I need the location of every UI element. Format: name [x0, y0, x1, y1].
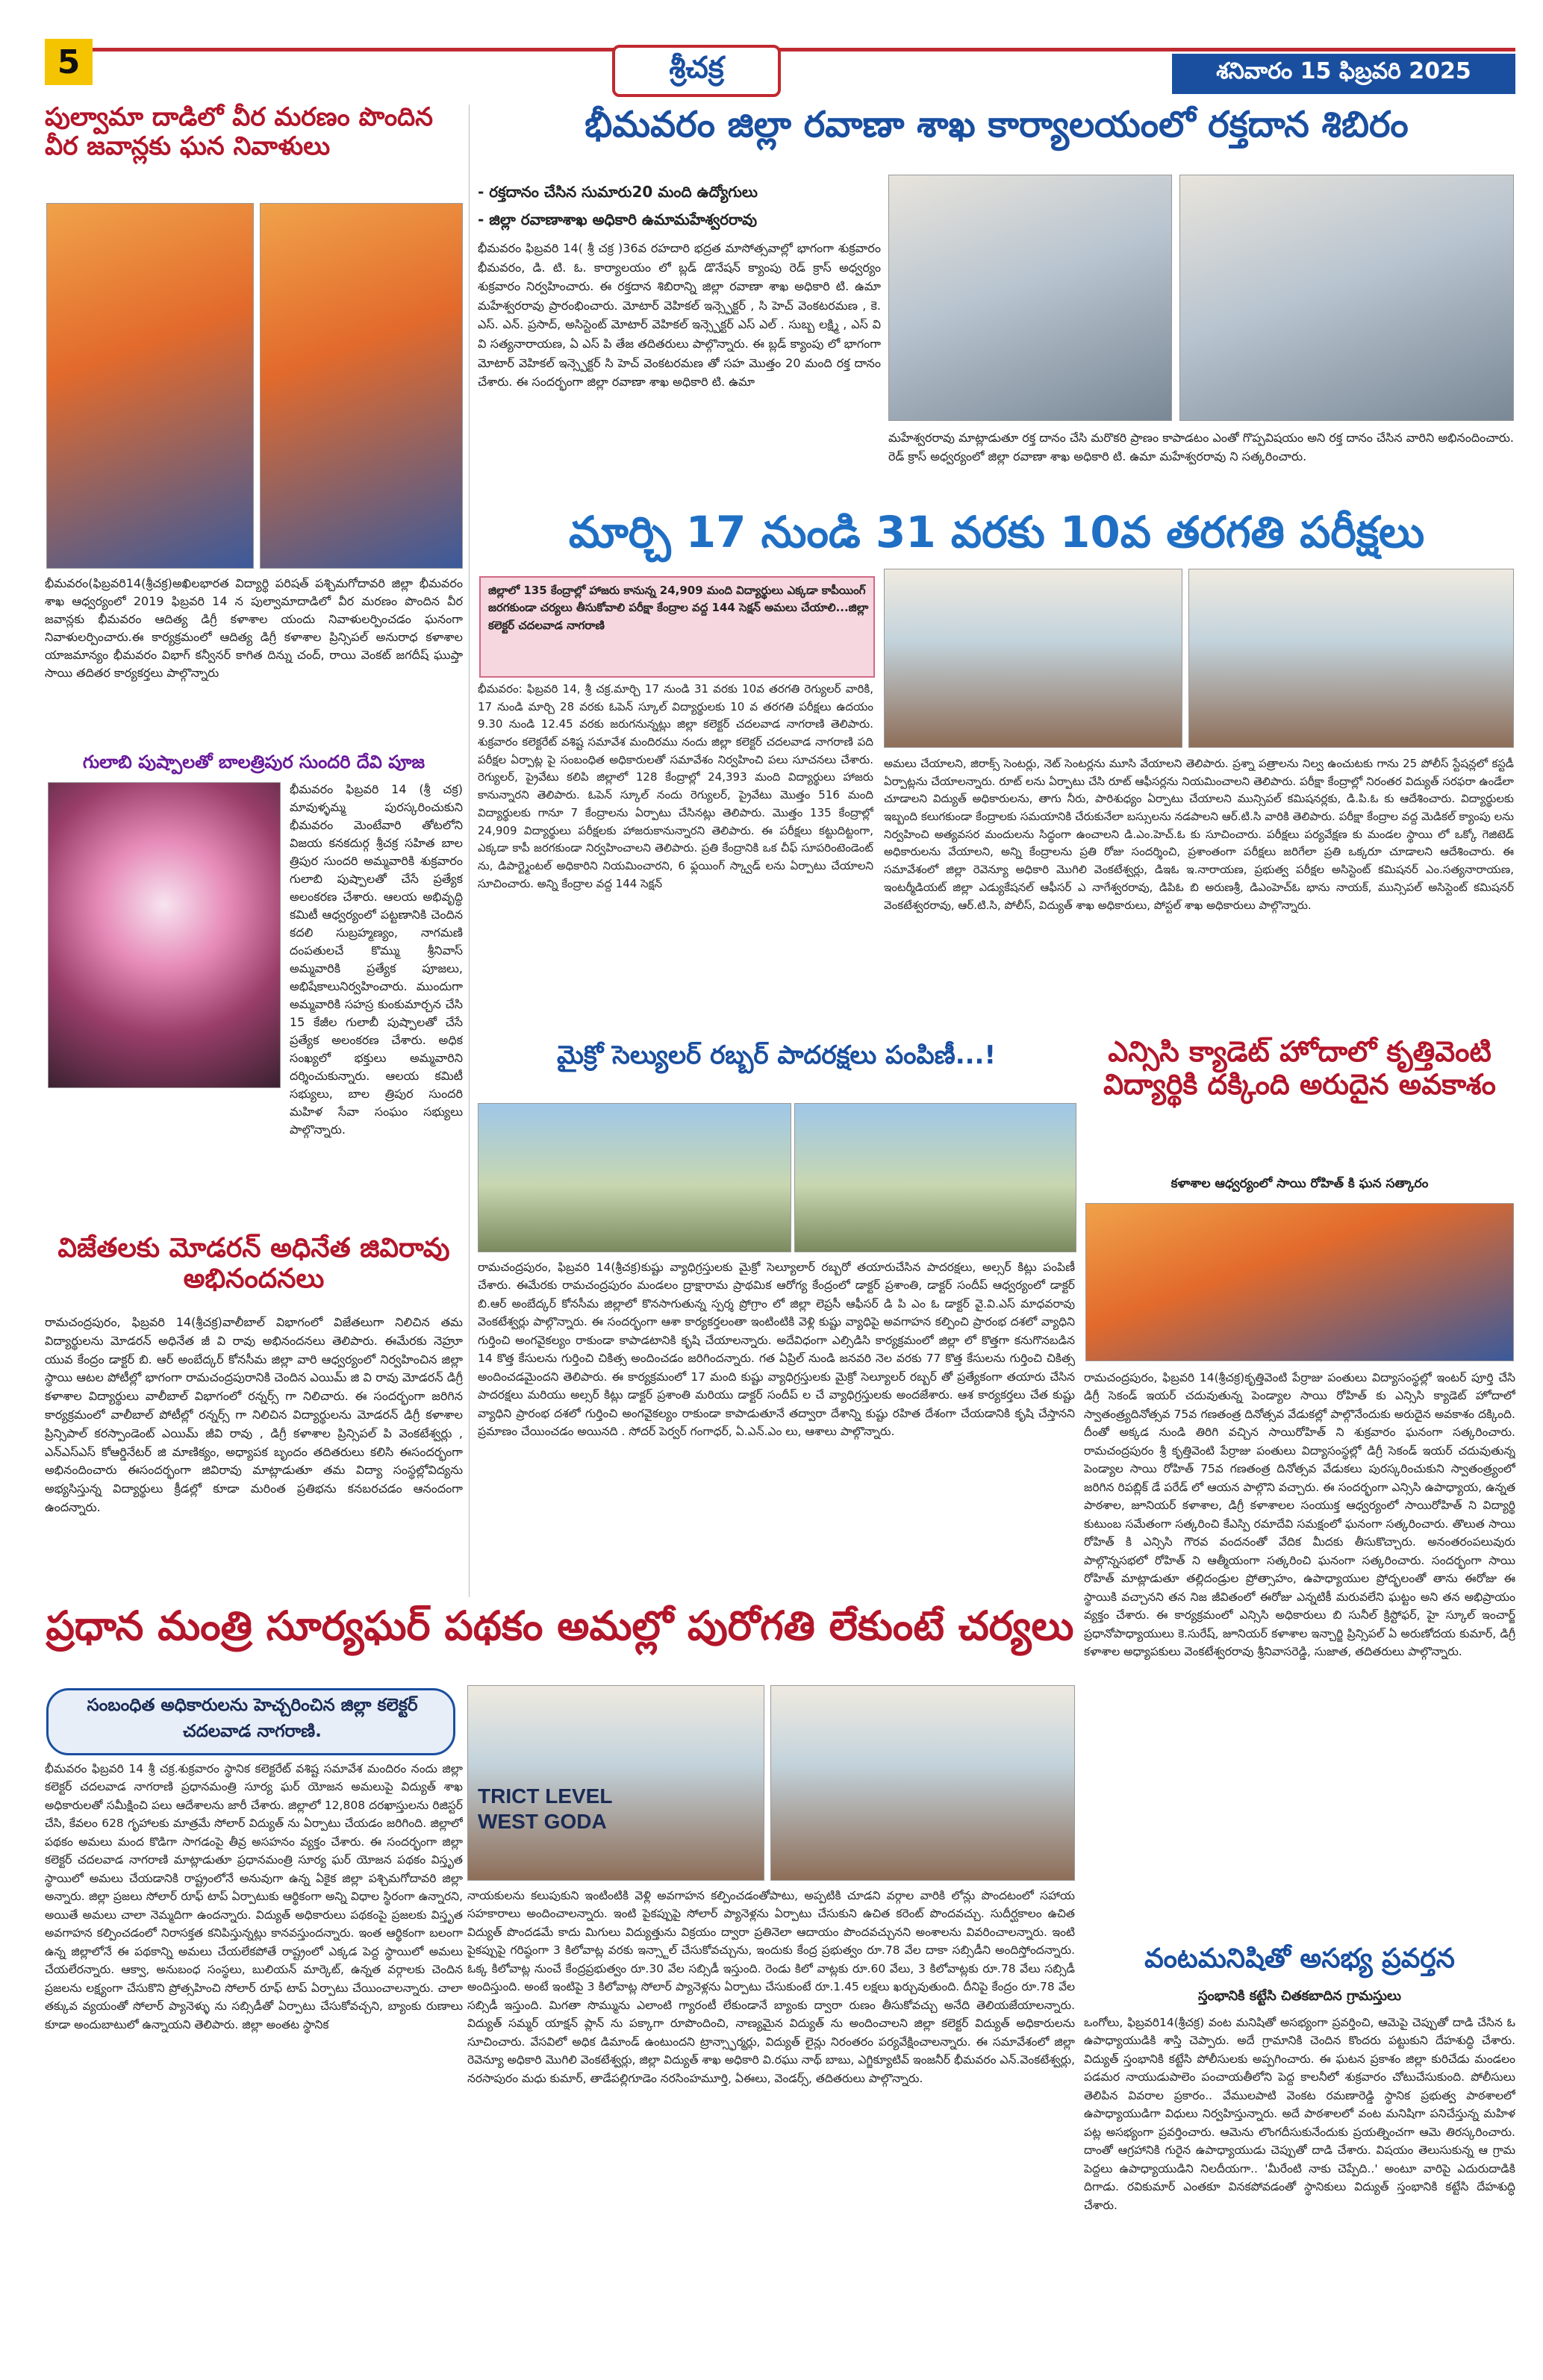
pulwama-photo-1 [46, 203, 254, 569]
exams-photo-1 [884, 569, 1182, 748]
rubber-body: రామచంద్రపురం, ఫిబ్రవరి 14(శ్రీచక్ర)కుష్టు వ్యాధిగ్రస్తులకు మైక్రో సెల్యూలార్ రబ్బరో తయారుచేసిన పాదరక్షలు, అల్సర్ కిట్లు పంపిణీ చేశారు. ఈమేరకు రామచంద్రపురం మండలం ద్రాక్షారామ ప్రాథమిక ఆరోగ్య కేంద్రంలో డాక్టర్ ప్రశాంతి, డాక్టర్ సందీప్ ఆధ్వర్యంలో డాక్టర్ బి.ఆర్ అంబేద్కర్ కోనసీమ జిల్లాలో కొనసాగుతున్న స్పర్శ ప్రోగ్రాం లో జిల్లా లెప్రసీ ఆఫీసర్ డి పి ఎం ఓ డాక్టర్ వై.వి.ఎస్ మాధవరావు వెంకటేశ్వర్లు పాల్గొన్నారు. ఈ సందర్భంగా ఆశా కార్యకర్తలంతా ఇంటింటికి వెళ్లి కుష్టు వ్యాధిపై అవగాహన కల్పించి ప్రారంభ దశలో వ్యాధిని గుర్తించి అంగవైకల్యం రాకుండా కాపాడటానికి కృషి చేయాలన్నారు. అదేవిధంగా ఎల్సిడిసి కార్యక్రమంలో జిల్లా లో కొత్తగా కనుగొనబడిన 14 కొత్త కేసులను గుర్తించి చికిత్స అందించడం జరిగిందన్నారు. గత ఏప్రిల్ నుండి జనవరి నెల వరకు 77 కొత్త కేసులను గుర్తించి చికిత్స అందించడమైందని తెలిపారు. ఈ కార్యక్రమంలో 17 మంది కుష్టు వ్యాధిగ్రస్తులకు మైక్రో సెల్యూలర్ రబ్బర్ తో ప్రత్యేకంగా తయారు చేసిన పాదరక్షలు మరియు అల్సర్ కిట్లు డాక్టర్ ప్రశాంతి మరియు డాక్టర్ సందీప్ ల చే వ్యాధిగ్రస్తులకు అందజేశారు. ఆశ కార్యకర్తలు చేత కుష్టు వ్యాధిని ప్రారంభ దశలో గుర్తించి అంగవైకల్యం రాకుండా కాపాడుతూనే తద్వారా దేశాన్ని కుష్టు రహిత దేశంగా చేయడానికి కృషి చేస్తానని ప్రమాణం చేయించడం అయినది . సోదర్ పెర్వర్ గంగాధర్, ఏ.ఎన్.ఎం లు, ఆశాలు పాల్గొన్నారు. [478, 1261, 1075, 1439]
exams-body-2: అమలు చేయాలని, జిరాక్స్ సెంటర్లు, నెట్ సెంటర్లను మూసి వేయాలని తెలిపారు. ప్రశ్నా పత్రాలను నిల్వ ఉంచుటకు గాను 25 పోలీస్ స్టేషన్లలో కస్టడీ ఏర్పాట్లను చేయాలన్నారు. రూట్ లను ఏర్పాటు చేసి రూట్ ఆఫీసర్లను నియమించాలని తెలిపారు. పరీక్షా కేంద్రాల్లో నిరంతర విద్యుత్ సరఫరా ఉండేలా చూడాలని విద్యుత్ అధికారులను, తాగు నీరు, పారిశుధ్యం ఏర్పాటు చేయాలని మున్సిపల్ కమిషనర్లకు, డి.పి.ఓ కు ఆదేశించారు. విద్యార్థులకు ఇబ్బంది కలుగకుండా కేంద్రాలకు సమయానికి చేరుకునేలా బస్సులను నడపాలని ఆర్.టి.సి వారికి తెలిపారు. పరీక్షా కేంద్రాల వద్ద మెడికల్ క్యాంపు లను నిర్వహించి అత్యవసర మందులను సిద్ధంగా ఉంచాలని డి.ఎం.హెచ్.ఓ కు సూచించారు. పరీక్షలు పర్యవేక్షణ కు మండల స్థాయి లో ఒక్కో గెజిటెడ్ అధికారులను వేయాలని, అన్ని కేంద్రాలను ప్రతి రోజు సందర్శించి, ప్రశాంతంగా పరీక్షలు జరిగేలా ప్రతి ఒక్కరూ చూడాలని ఆదేశించారు. ఈ సమావేశంలో జిల్లా రెవెన్యూ అధికారి మొగిలి వెంకటేశ్వర్లు, డిఇఓ ఇ.నారాయణ, ప్రభుత్వ పరీక్షల అసిస్టెంట్ కమిషనర్ ఎం.సత్యనారాయణ, ఇంటర్మీడియట్ జిల్లా ఎడ్యుకేషనల్ ఆఫీసర్ ఎ నాగేశ్వరరావు, డిపిఓ బి అరుణశ్రీ, డిఎంహెచ్ఓ భాను నాయక్, మున్సిపల్ అసిస్టెంట్ కమిషనర్ వెంకటేశ్వరరావు, ఆర్.టి.సి, పోలీస్, విద్యుత్ శాఖ అధికారులు, పోస్టల్ శాఖ అధికారులు పాల్గొన్నారు. [884, 757, 1514, 912]
rubber-headline: మైక్రో సెల్యులర్ రబ్బర్ పాదరక్షలు పంపిణీ...! [557, 1040, 996, 1070]
dateline: శనివారం 15 ఫిబ్రవరి 2025 [1172, 54, 1515, 94]
vantamanishi-subtitle: స్తంభానికి కట్టేసి చితకబాదిన గ్రామస్తులు [1197, 1988, 1401, 2004]
exams-body-1: భీమవరం: ఫిబ్రవరి 14, శ్రీ చక్ర.మార్చి 17 నుండి 31 వరకు 10వ తరగతి రెగ్యులర్ వారికి, 17 నుండి మార్చి 28 వరకు ఓపెన్ స్కూల్ విద్యార్థులకు 10 వ తరగతి పరీక్షలు ఉదయం 9.30 నుండి 12.45 వరకు జరుగనున్నట్లు జిల్లా కలెక్టర్ చదలవాడ నాగరాణి తెలిపారు. శుక్రవారం కలెక్టరేట్ వశిష్ట సమావేశ మందిరము నందు జిల్లా కలెక్టర్ చదలవాడ నాగరాణి పది పరీక్షల ఏర్పాట్ల పై సంబంధిత అధికారులతో సమావేశం నిర్వహించి పలు సూచనలు చేశారు. రెగ్యులర్, ప్రైవేటు కలిపి జిల్లాలో 128 కేంద్రాల్లో 24,393 మంది విద్యార్థులు హాజరు కానున్నారని తెలిపారు. ఓపెన్ స్కూల్ నందు రెగ్యులర్, ప్రైవేటు మొత్తం 516 మంది విద్యార్థులకు గానూ 7 కేంద్రాలను ఏర్పాటు చేసినట్లు తెలిపారు. మొత్తం 135 కేంద్రాల్లో 24,909 విద్యార్థులు పరీక్షలకు హాజరుకానున్నారని తెలిపారు. ఈ పరీక్షలు కట్టుదిట్టంగా, ఎక్కడా కాపీ జరగకుండా నిర్వహించాలని తెలిపారు. ప్రతి కేంద్రానికి ఒక చీఫ్ సూపరింటెండెంట్ ను, డిపార్ట్మెంటల్ అధికారిని నియమించారని, 6 ఫ్లయింగ్ స్క్వాడ్ లను ఏర్పాటు చేయాలని సూచించారు. అన్ని కేంద్రాల వద్ద 144 సెక్షన్ [478, 682, 873, 890]
suryaghar-photo-2 [770, 1685, 1075, 1881]
raktadanam-body: భీమవరం ఫిబ్రవరి 14( శ్రీ చక్ర )36వ రహదారి భద్రత మాసోత్సవాల్లో భాగంగా శుక్రవారం భీమవరం, డి. టి. ఓ. కార్యాలయం లో బ్లడ్ డొనేషన్ క్యాంపు రెడ్ క్రాస్ అధ్వర్యం శుక్రవారం నిర్వహించారు. ఈ రక్తదాన శిబిరాన్ని జిల్లా రవాణా శాఖ అధికారి టి. ఉమా మహేశ్వరరావు ప్రారంభించారు. మోటార్ వెహికల్ ఇన్స్పెక్టర్ , సి హెచ్ వెంకటరమణ , కె. ఎస్. ఎన్. ప్రసాద్, అసిస్టెంట్ మోటార్ వెహికల్ ఇన్స్పెక్టర్ ఎస్ ఎల్ . సుబ్బ లక్ష్మి , ఎస్ వి వి సత్యనారాయణ, ఏ ఎస్ పి తేజ తదితరులు పాల్గొన్నారు. ఈ బ్లడ్ క్యాంపు లో భాగంగా మోటార్ వెహికల్ ఇన్స్పెక్టర్ సి హెచ్ వెంకటరమణ తో సహ మొత్తం 20 మంది రక్త దానం చేశారు. ఈ సందర్భంగా జిల్లా రవాణా శాఖ అధికారి టి. ఉమా [478, 241, 881, 390]
pulwama-photo-2 [260, 203, 463, 569]
suryaghar-headline: ప్రధాన మంత్రి సూర్యఘర్ పథకం అమల్లో పురోగతి లేకుంటే చర్యలు [46, 1602, 1074, 1649]
suryaghar-subtitle: సంబంధిత అధికారులను హెచ్చరించిన జిల్లా కలెక్టర్ చదలవాడ నాగరాణి. [87, 1696, 418, 1741]
exams-photo-2 [1188, 569, 1514, 748]
ncc-body: రామచంద్రపురం, ఫిబ్రవరి 14(శ్రీచక్ర)కృత్తివెంటి పేర్రాజు పంతులు విద్యాసంస్థల్లో ఇంటర్ పూర్తి చేసి డిగ్రీ సెకండ్ ఇయర్ చదువుతున్న పెండ్యాల సాయి రోహిత్ కు ఎన్సిసి క్యాడెట్ హోదాలో స్వాతంత్ర్యదినోత్సవ 75వ గణతంత్ర దినోత్సవ వేడుకల్లో పాల్గొనేందుకు అరుదైన అవకాశం దక్కింది. దీంతో అక్కడ నుండి తిరిగి వచ్చిన సాయిరోహిత్ ని శుక్రవారం ఘనంగా సత్కరించారు. రామచంద్రపురం శ్రీ కృత్తివెంటి పేర్రాజు పంతులు విద్యాసంస్థల్లో డిగ్రీ సెకండ్ ఇయర్ చదువుతున్న పెండ్యాల సాయి రోహిత్ 75వ గణతంత్ర దినోత్సవ వేడుకలు పురస్కరించుకుని స్వాతంత్ర్యంలో జరిగిన రిపబ్లిక్ డే పరేడ్ లో ఆయన పాల్గొని వచ్చారు. ఈ సందర్భంగా ఎన్సిసి ఉపాధ్యాయ, ఉన్నత పాఠశాల, జూనియర్ కళాశాల, డిగ్రీ కళాశాలల సంయుక్త ఆధ్వర్యంలో సాయిరోహిత్ ని విద్యార్థి కుటుంబ సమేతంగా సత్కరించి కేఎస్పి రమాదేవి సమక్షంలో ఘనంగా సత్కరించారు. తొలుత సాయి రోహిత్ కి ఎన్సిసి గౌరవ వందనంతో వేదిక మీదకు తీసుకొచ్చారు. అనంతరంపలువురు పాల్గొన్నసభలో రోహిత్ ని ఆత్మీయంగా సత్కరించి ఘనంగా సత్కరించారు. సందర్భంగా సాయి రోహిత్ మాట్లాడుతూ తల్లిదండ్రుల ప్రోత్సాహం, ఉపాధ్యాయుల ప్రోద్భలంతో తాను ఈరోజు ఈ స్థాయికి వచ్చానని తన నిజ జీవితంలో ఈరోజు ఎన్నటికీ మరువలేని ఘట్టం అని తన అభిప్రాయం వ్యక్తం చేశారు. ఈ కార్యక్రమంలో ఎన్సిసి అధికారులు బి సునీల్ క్రిస్టోఫర్, హై స్కూల్ ఇంచార్జ్ ప్రధానోపాధ్యాయులు కె.సురేష్, జూనియర్ కళాశాల ఇన్చార్జి ప్రిన్సిపల్ ఏ అరుణోదయ కుమార్, డిగ్రీ కళాశాల అధ్యాపకులు వెంకటేశ్వరరావు శ్రీనివాసరెడ్డి, సుజాత, తదితరులు పాల్గొన్నారు. [1084, 1371, 1515, 1659]
district-level-text: TRICT LEVEL [478, 1784, 613, 1808]
ncc-headline: ఎన్సిసి క్యాడెట్ హోదాలో కృత్తివెంటి విద్యార్థికి దక్కింది అరుదైన అవకాశం [1103, 1035, 1496, 1101]
ncc-photo [1085, 1203, 1514, 1361]
exams-highlight: జిల్లాలో 135 కేంద్రాల్లో హాజరు కానున్న 24,909 మంది విద్యార్థులు ఎక్కడా కాపీయింగ్ జరగకుండా చర్యలు తీసుకోవాలి పరీక్షా కేంద్రాల వద్ద 144 సెక్షన్ అమలు చేయాలి...జిల్లా కలెక్టర్ చదలవాడ నాగరాణి [488, 584, 869, 632]
exams-headline: మార్చి 17 నుండి 31 వరకు 10వ తరగతి పరీక్షలు [568, 507, 1425, 557]
suryaghar-body-1: భీమవరం ఫిబ్రవరి 14 శ్రీ చక్ర.శుక్రవారం స్థానిక కలెక్టరేట్ వశిష్ట సమావేశ మందిరం నందు జిల్లా కలెక్టర్ చదలవాడ నాగరాణి ప్రధానమంత్రి సూర్య ఘర్ యోజన అమలుపై విద్యుత్ శాఖ అధికారులతో సమీక్షించి పలు ఆదేశాలను జారీ చేశారు. జిల్లాలో 12,808 దరఖాస్తులను రిజిస్టర్ చేసి, కేవలం 628 గృహాలకు మాత్రమే సోలార్ విద్యుత్ ను ఏర్పాటు చేయడం జరిగింది. జిల్లాలో పథకం అమలు మంద కొడిగా సాగడంపై తీవ్ర అసహనం వ్యక్తం చేశారు. ఈ సందర్భంగా జిల్లా కలెక్టర్ చదలవాడ నాగరాణి మాట్లాడుతూ ప్రధానమంత్రి సూర్య ఘర్ యోజన పథకం విస్తృత స్థాయిలో అమలు చేయడానికి రాష్ట్రంలోనే అనువుగా ఉన్న ఏకైక జిల్లా పశ్చిమగోదావరి జిల్లా అన్నారు. జిల్లా ప్రజలు సోలార్ రూఫ్ టాప్ ఏర్పాటుకు ఆర్థికంగా అన్ని విధాల స్థిరంగా ఉన్నారని, అయితే అమలు చాలా నెమ్మదిగా ఉందన్నారు. విద్యుత్ అధికారులు పథకంపై ప్రజలకు విస్తృత అవగాహన కల్పించడంలో నిరాసక్తత కనిపిస్తున్నట్లు కానవస్తుందన్నారు. ఇంత ఆర్థికంగా బలంగా ఉన్న జిల్లాలోనే ఈ పథకాన్ని అమలు చేయలేకపోతే రాష్ట్రంలో ఎక్కడ పెద్ద స్థాయిలో అమలు చేయలేరన్నారు. ఆక్వా, అనుబంధ సంస్థలు, బులియన్ మార్కెట్, ఉన్నత వర్గాలకు చెందిన ప్రజలను లక్ష్యంగా చేసుకొని ప్రోత్సహించి సోలార్ రూఫ్ టాప్ ఏర్పాటు చేయించాలన్నారు. చాలా తక్కువ వ్యయంతో సోలార్ ప్యానెళ్ళు ను సబ్సిడీతో ఏర్పాటు చేసుకోవచ్చని, బ్యాంకు రుణాలు కూడా అందుబాటులో ఉన్నాయని తెలిపారు. జిల్లా అంతట స్థానిక [45, 1762, 463, 2031]
bala-body: భీమవరం ఫిబ్రవరి 14 (శ్రీ చక్ర) మావుళ్ళమ్మ పురస్కరించుకుని భీమవరం మెంటేవారి తోటలోని విజయ కనకదుర్గ శ్రీచక్ర సహిత బాల త్రిపుర సుందరి అమ్మవారికి శుక్రవారం గులాబి పుష్పాలతో చేసే ప్రత్యేక అలంకరణ చేశారు. ఆలయ అభివృద్ధి కమిటీ ఆధ్వర్యంలో పట్టణానికి చెందిన కదలి సుబ్రహ్మణ్యం, నాగమణి దంపతులచే కొమ్ము శ్రీనివాస్ అమ్మవారికి ప్రత్యేక పూజలు, అభిషేకాలునిర్వహించారు. ముందుగా అమ్మవారికి సహస్ర కుంకుమార్చన చేసి 15 కేజీల గులాబీ పుష్పాలతో చేసే ప్రత్యేక అలంకరణ చేశారు. అధిక సంఖ్యలో భక్తులు అమ్మవారిని దర్శించుకున్నారు. ఆలయ కమిటీ సభ్యులు, బాల త్రిపుర సుందరి మహిళ సేవా సంఘం సభ్యులు పాల్గొన్నారు. [290, 782, 463, 1137]
raktadanam-bullet-2: - జిల్లా రవాణాశాఖ అధికారి ఉమామహేశ్వరరావు [478, 210, 758, 228]
vijeta-body: రామచంద్రపురం, ఫిబ్రవరి 14(శ్రీచక్ర)వాలీబాల్ విభాగంలో విజేతలుగా నిలిచిన తమ విద్యార్థులను మోడరన్ అధినేత జీ వి రావు అభినందనలు తెలిపారు. ఈమేరకు నెహ్రూ యువ కేంద్రం డాక్టర్ బి. ఆర్ అంబేద్కర్ కోనసీమ జిల్లా వారి ఆధ్వర్యంలో నిర్వహించిన జిల్లా స్థాయి ఆటల పోటీల్లో భాగంగా రామచంద్రపురానికి చెందిన ఎయిమ్ జి వి రావు మోడరన్ డిగ్రీ కళాశాల విద్యార్థులు వాలీబాల్ విభాగంలో రన్నర్స్ గా నిలిచారు. ఈ సందర్భంగా జరిగిన కార్యక్రమంలో వాలీబాల్ పోటీల్లో రన్నర్స్ గా నిలిచిన విద్యార్థులను మోడరన్ డిగ్రీ కళాశాల ప్రిన్సిపాల్ కరస్పాండెంట్ ఎయిమ్ జీవి రావు , డిగ్రీ కళాశాల ప్రిన్సిపల్ పి వెంకటేశ్వర్లు , ఎన్ఎస్ఎస్ కోఆర్డినేటర్ జి మాణిక్యం, అధ్యాపక బృందం తదితరులు కలిసి ఈసందర్భంగా అభినందించారు ఈసందర్భంగా జివిరావు మాట్లాడుతూ తమ విద్యా సంస్థల్లోవిద్యను అభ్యసిస్తున్న విద్యార్థులు క్రీడల్లో కూడా మరింత ప్రతిభను కనబరచడం ఆనందంగా ఉందన్నారు. [45, 1315, 463, 1514]
raktadanam-photo-2 [1179, 175, 1514, 421]
suryaghar-photo-banner [478, 1784, 649, 1836]
vantamanishi-body: ఒంగోలు, ఫిబ్రవరి14(శ్రీచక్ర) వంట మనిషితో అసభ్యంగా ప్రవర్తించి, ఆమెపై చెప్పుతో దాడి చేసిన ఓ ఉపాధ్యాయుడికి శాస్తి చెప్పారు. అదే గ్రామానికి చెందిన కొందరు పట్టుకుని దేహశుద్ధి చేశారు. విద్యుత్ స్తంభానికి కట్టేసి పోలీసులకు అప్పగించారు. ఈ ఘటన ప్రకాశం జిల్లా కురిచేడు మండలం పడమర నాయుడుపాలెం పంచాయతీలోని పెద్ద కాలనీలో శుక్రవారం చోటుచేసుకుంది. పోలీసులు తెలిపిన వివరాల ప్రకారం.. వేములపాటి వెంకట రమణారెడ్డి స్థానిక ప్రభుత్వ పాఠశాలలో ఉపాధ్యాయుడిగా విధులు నిర్వహిస్తున్నారు. అదే పాఠశాలలో వంట మనిషిగా పనిచేస్తున్న మహిళ పట్ల అసభ్యంగా ప్రవర్తించారు. ఆమెను లొంగదీసుకునేందుకు ప్రయత్నించగా ఆమె తిరస్కరించారు. దాంతో ఆగ్రహానికి గురైన ఉపాధ్యాయుడు చెప్పుతో దాడి చేశారు. విషయం తెలుసుకున్న ఆ గ్రామ పెద్దలు ఉపాధ్యాయుడిని నిలదీయగా.. 'మీరేంటి నాకు చెప్పేది..' అంటూ వారిపై ఎదురుదాడికి దిగాడు. రవికుమార్ ఎంతకూ వినకపోవడంతో స్థానికులు విద్యుత్ స్తంభానికి కట్టేసి దేహశుద్ధి చేశారు. [1084, 2016, 1515, 2212]
column-divider [469, 104, 470, 1597]
page-number: 5 [45, 39, 93, 85]
rubber-photo-1 [478, 1103, 791, 1252]
raktadanam-photo-1 [888, 175, 1172, 421]
raktadanam-caption: మహేశ్వరరావు మాట్లాడుతూ రక్త దానం చేసి మరొకరి ప్రాణం కాపాడటం ఎంతో గొప్పవిషయం అని రక్త దానం చేసిన వారిని అభినందించారు. రెడ్ క్రాస్ అధ్వర్యంలో జిల్లా రవాణా శాఖ అధికారి టి. ఉమా మహేశ్వరరావు ని సత్కరించారు. [888, 431, 1514, 463]
west-godavari-text: WEST GODA [478, 1809, 607, 1833]
pulwama-headline: పుల్వామా దాడిలో వీర మరణం పొందిన వీర జవాన్లకు ఘన నివాళులు [45, 102, 433, 162]
vijeta-headline: విజేతలకు మోడరన్ అధినేత జివిరావు అభినందనలు [57, 1233, 450, 1295]
vantamanishi-headline: వంటమనిషితో అసభ్య ప్రవర్తన [1144, 1943, 1455, 1974]
ncc-subtitle: కళాశాల ఆధ్వర్యంలో సాయి రోహిత్ కి ఘన సత్కారం [1171, 1176, 1429, 1191]
raktadanam-bullet-1: - రక్తదానం చేసిన సుమారు20 మంది ఉద్యోగులు [478, 183, 758, 201]
bala-photo [48, 782, 281, 1088]
pulwama-body: భీమవరం(ఫిబ్రవరి14(శ్రీచక్ర)అఖిలభారత విద్యార్థి పరిషత్ పశ్చిమగోదావరి జిల్లా భీమవరం శాఖ ఆధ్వర్యంలో 2019 ఫిబ్రవరి 14 న పుల్వామాదాడిలో వీర మరణం పొందిన వీర జవాన్లకు భీమవరం ఆదిత్య డిగ్రీ కళాశాల యందు నివాళులర్పించడం ఘనంగా నివాళులర్పించారు.ఈ కార్యక్రమంలో ఆదిత్య డిగ్రీ కళాశాల ప్రిన్సిపల్ అనురాధ కళాశాల యాజమాన్యం భీమవరం విభాగ్ కన్వీనర్ కాగిత దిన్ను చంద్, రాయి వెంకట్ జగదీష్ ఘుప్తా సాయి తదితర కార్యకర్తలు పాల్గొన్నారు [45, 576, 463, 680]
suryaghar-photo-1 [467, 1685, 764, 1881]
suryaghar-body-2: నాయకులను కలుపుకుని ఇంటింటికి వెళ్లి అవగాహన కల్పించడంతోపాటు, అప్పటికి చూడని వర్గాల వారికి లోన్లు పొందటంలో సహాయ సహకారాలు అందించాలన్నారు. ఇంటి పైకప్పుపై సోలార్ ప్యానెళ్లను ఏర్పాటు చేసుకుని ఉచిత కరెంట్ పొందవచ్చు. సుదీర్ఘకాలం ఉచిత విద్యుత్ పొందడమే కాదు మిగులు విద్యుత్తును విక్రయం ద్వారా ప్రతినెలా ఆదాయం పొందవచ్చునని అంశాలను వివరించాలన్నారు. ఇంటి పైకప్పుపై గరిష్ఠంగా 3 కిలోవాట్ల వరకు ఇన్స్టాల్ చేసుకోవచ్చును, ఇందుకు కేంద్ర ప్రభుత్వం రూ.78 వేల దాకా సబ్సిడీని అందిస్తోందన్నారు. ఓక్క కిలోవాట్ల నుంచే కేంద్రప్రభుత్వం రూ.30 వేల సబ్సిడీ ఇస్తుంది. రెండు కిలో వాట్లకు రూ.60 వేలు, 3 కిలోవాట్లకు రూ.78 వేలు సబ్సిడీ అందిస్తుంది. అంటే ఇంటిపై 3 కిలోవాట్ల సోలార్ ప్యానెళ్లను ఏర్పాటు చేసుకుంటే రూ.1.45 లక్షలు ఖర్చువుతుంది. దీనిపై కేంద్రం రూ.78 వేల సబ్సిడీ ఇస్తుంది. మిగతా సొమ్మును ఎలాంటి గ్యారంటీ లేకుండానే బ్యాంకు ద్వారా రుణం తీసుకోవచ్చు అనేది తెలియజేయాలన్నారు. విద్యుత్ సమ్మర్ యాక్షన్ ప్లాన్ ను పక్కాగా రూపొందించి, నాణ్యమైన విద్యుత్ ను అందించాలని జిల్లా కలెక్టర్ విద్యుత్ అధికారులను సూచించారు. వేసవిలో అధిక డిమాండ్ ఉంటుందని ట్రాన్స్ఫార్మర్లు, విద్యుత్ లైన్లు నిరంతరం పర్యవేక్షించాలన్నారు. ఈ సమావేశంలో జిల్లా రెవెన్యూ అధికారి మొగిలి వెంకటేశ్వర్లు, జిల్లా విద్యుత్ శాఖ అధికారి వి.రఘు నాథ్ బాబు, ఎగ్జిక్యూటివ్ ఇంజనీర్ భీమవరం ఎన్.వెంకటేశ్వర్లు, నరసాపురం మధు కుమార్, తాడేపల్లిగూడెం నరసింహమూర్తి, ఏఈలు, వెండర్స్, తదితరులు పాల్గొన్నారు. [467, 1889, 1075, 2085]
raktadanam-headline: భీమవరం జిల్లా రవాణా శాఖ కార్యాలయంలో రక్తదాన శిబిరం [585, 104, 1409, 146]
rubber-photo-2 [794, 1103, 1076, 1252]
bala-headline: గులాబి పుష్పాలతో బాలత్రిపుర సుందరి దేవి పూజ [82, 752, 426, 772]
newspaper-logo: శ్రీచక్ర [612, 45, 781, 97]
